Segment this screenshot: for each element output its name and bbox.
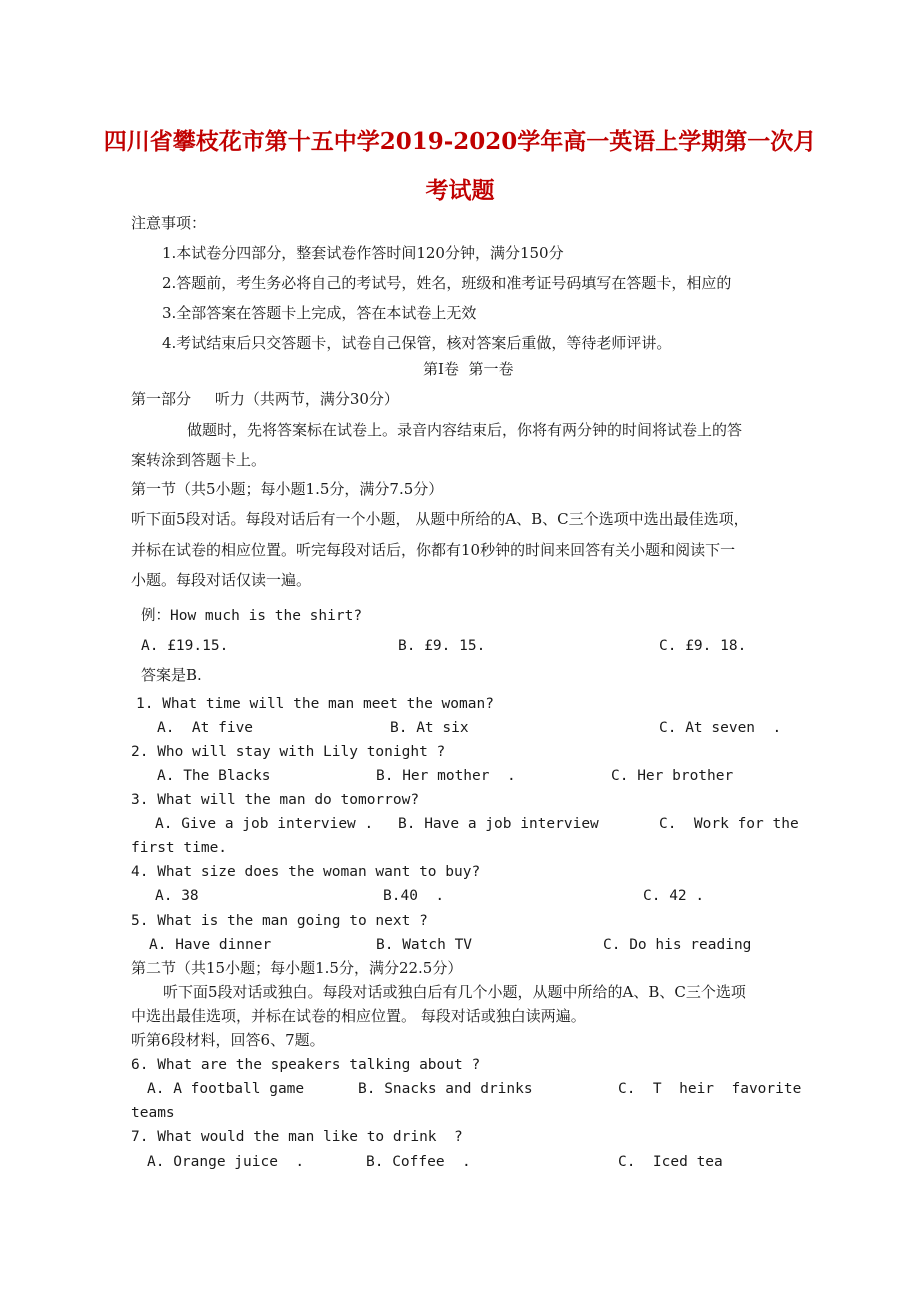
q4-option-c: C. 42 . [643, 888, 705, 904]
q2-option-a: A. The Blacks [157, 768, 271, 784]
example-question: 例：How much is the shirt? [141, 608, 363, 624]
q7-option-c: C. Iced tea [618, 1154, 723, 1170]
part1-instruction: 做题时，先将答案标在试卷上。录音内容结束后，你将有两分钟的时间将试卷上的答 [187, 421, 743, 439]
part1-heading: 第一部分 听力（共两节，满分30分） [131, 390, 399, 408]
material-6-heading: 听第6段材料，回答6、7题。 [131, 1031, 325, 1049]
q4-option-b: B.40 . [383, 888, 445, 904]
question-6: 6. What are the speakers talking about ? [131, 1057, 481, 1073]
notice-item: 4.考试结束后只交答题卡，试卷自己保管，核对答案后重做，等待老师评讲。 [162, 334, 672, 352]
question-7: 7. What would the man like to drink ? [131, 1129, 463, 1145]
example-option-c: C. £9. 18. [659, 638, 747, 654]
volume-heading: 第Ⅰ卷 第一卷 [423, 360, 514, 378]
q3-option-c-continued: first time. [131, 840, 228, 856]
question-3: 3. What will the man do tomorrow? [131, 792, 420, 808]
question-5: 5. What is the man going to next ? [131, 913, 428, 929]
q7-option-a: A. Orange juice . [147, 1154, 305, 1170]
q2-option-b: B. Her mother . [376, 768, 516, 784]
question-1: 1. What time will the man meet the woman? [136, 696, 494, 712]
question-4: 4. What size does the woman want to buy? [131, 864, 481, 880]
example-answer: 答案是B. [141, 666, 202, 684]
q6-option-c-continued: teams [131, 1105, 175, 1121]
q5-option-b: B. Watch TV [376, 937, 473, 953]
example-option-b: B. £9. 15. [398, 638, 486, 654]
notice-item: 1.本试卷分四部分，整套试卷作答时间120分钟，满分150分 [162, 244, 564, 262]
q5-option-a: A. Have dinner [149, 937, 272, 953]
section1-instruction: 小题。每段对话仅读一遍。 [131, 571, 312, 589]
section2-instruction: 听下面5段对话或独白。每段对话或独白后有几个小题，从题中所给的A、B、C三个选项 [163, 983, 746, 1001]
part1-instruction: 案转涂到答题卡上。 [131, 451, 267, 469]
q1-option-c: C. At seven . [659, 720, 782, 736]
q1-option-b: B. At six [390, 720, 469, 736]
section1-instruction: 并标在试卷的相应位置。听完每段对话后，你都有10秒钟的时间来回答有关小题和阅读下一 [131, 541, 736, 559]
notice-item: 3.全部答案在答题卡上完成，答在本试卷上无效 [162, 304, 477, 322]
question-2: 2. Who will stay with Lily tonight ? [131, 744, 446, 760]
q5-option-c: C. Do his reading [603, 937, 752, 953]
q6-option-b: B. Snacks and drinks [358, 1081, 533, 1097]
q3-option-b: B. Have a job interview [398, 816, 599, 832]
notice-heading: 注意事项： [131, 214, 207, 232]
q3-option-c: C. Work for the [659, 816, 799, 832]
q6-option-c: C. T heir favorite [618, 1081, 802, 1097]
q2-option-c: C. Her brother [611, 768, 734, 784]
q1-option-a: A. At five [157, 720, 254, 736]
section1-heading: 第一节（共5小题；每小题1.5分，满分7.5分） [131, 480, 444, 498]
section2-instruction: 中选出最佳选项，并标在试卷的相应位置。 每段对话或独白读两遍。 [131, 1007, 586, 1025]
q3-option-a: A. Give a job interview . [155, 816, 374, 832]
q7-option-b: B. Coffee . [366, 1154, 471, 1170]
q4-option-a: A. 38 [155, 888, 199, 904]
example-option-a: A. £19.15. [141, 638, 229, 654]
exam-title-line2: 考试题 [425, 177, 495, 204]
notice-item: 2.答题前，考生务必将自己的考试号，姓名，班级和准考证号码填写在答题卡，相应的 [162, 274, 732, 292]
section2-heading: 第二节（共15小题；每小题1.5分，满分22.5分） [131, 959, 463, 977]
q6-option-a: A. A football game [147, 1081, 305, 1097]
exam-title-line1: 四川省攀枝花市第十五中学2019-2020学年高一英语上学期第一次月 [103, 128, 817, 155]
section1-instruction: 听下面5段对话。每段对话后有一个小题， 从题中所给的A、B、C三个选项中选出最佳选项， [131, 510, 749, 528]
